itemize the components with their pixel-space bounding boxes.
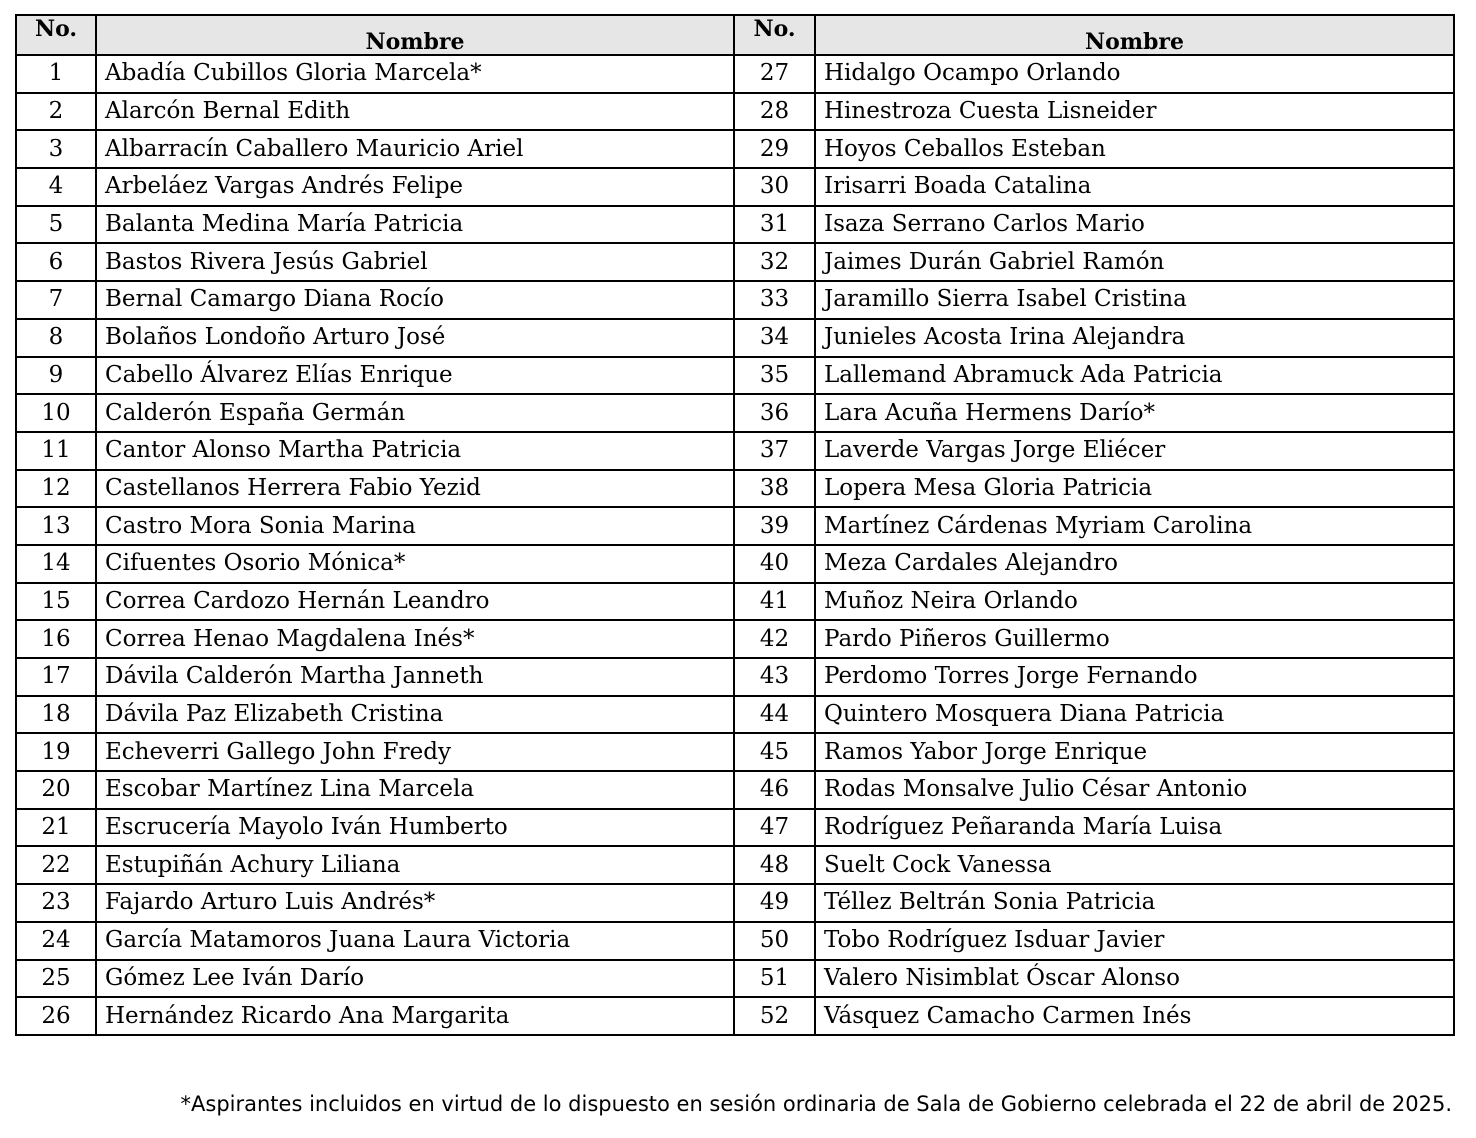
left-name-cell: Bernal Camargo Diana Rocío [96,281,734,319]
left-number-cell: 6 [16,243,96,281]
left-number-cell: 9 [16,357,96,395]
table-row [16,922,1454,960]
right-number-cell: 39 [734,507,815,545]
table-row [16,733,1454,771]
table-row [16,997,1454,1035]
left-name-cell: Correa Cardozo Hernán Leandro [96,583,734,621]
right-number-cell: 33 [734,281,815,319]
left-number-cell: 23 [16,884,96,922]
right-number-cell: 42 [734,620,815,658]
table-row [16,281,1454,319]
table-row [16,319,1454,357]
table-body [16,55,1454,1035]
table-row [16,960,1454,998]
left-name-cell: Albarracín Caballero Mauricio Ariel [96,130,734,168]
left-number-cell: 18 [16,696,96,734]
right-number-cell: 46 [734,771,815,809]
left-number-cell: 10 [16,394,96,432]
right-name-cell: Rodas Monsalve Julio César Antonio [815,771,1454,809]
right-name-cell: Valero Nisimblat Óscar Alonso [815,960,1454,998]
left-number-cell: 15 [16,583,96,621]
left-number-cell: 14 [16,545,96,583]
left-number-cell: 8 [16,319,96,357]
table-row [16,394,1454,432]
right-name-cell: Pardo Piñeros Guillermo [815,620,1454,658]
right-name-cell: Vásquez Camacho Carmen Inés [815,997,1454,1035]
right-number-cell: 51 [734,960,815,998]
table-row [16,884,1454,922]
right-number-cell: 31 [734,206,815,244]
table-row [16,696,1454,734]
left-number-cell: 16 [16,620,96,658]
right-name-cell: Tobo Rodríguez Isduar Javier [815,922,1454,960]
left-number-cell: 7 [16,281,96,319]
right-number-cell: 49 [734,884,815,922]
right-name-cell: Rodríguez Peñaranda María Luisa [815,809,1454,847]
left-number-cell: 25 [16,960,96,998]
right-name-cell: Muñoz Neira Orlando [815,583,1454,621]
header-row [16,15,1454,55]
right-name-cell: Quintero Mosquera Diana Patricia [815,696,1454,734]
left-name-cell: Calderón España Germán [96,394,734,432]
table-row [16,357,1454,395]
table-row [16,583,1454,621]
right-number-cell: 52 [734,997,815,1035]
table-row [16,432,1454,470]
left-number-cell: 21 [16,809,96,847]
header-name-right: Nombre [815,15,1454,55]
right-name-cell: Perdomo Torres Jorge Fernando [815,658,1454,696]
right-number-cell: 32 [734,243,815,281]
right-name-cell: Jaramillo Sierra Isabel Cristina [815,281,1454,319]
left-name-cell: Echeverri Gallego John Fredy [96,733,734,771]
left-name-cell: Gómez Lee Iván Darío [96,960,734,998]
table-row [16,93,1454,131]
left-number-cell: 4 [16,168,96,206]
right-number-cell: 34 [734,319,815,357]
right-number-cell: 28 [734,93,815,131]
right-name-cell: Hoyos Ceballos Esteban [815,130,1454,168]
right-name-cell: Lopera Mesa Gloria Patricia [815,470,1454,508]
right-name-cell: Hinestroza Cuesta Lisneider [815,93,1454,131]
right-number-cell: 43 [734,658,815,696]
left-number-cell: 12 [16,470,96,508]
left-number-cell: 19 [16,733,96,771]
left-number-cell: 26 [16,997,96,1035]
header-no-right: No. [734,15,815,55]
right-number-cell: 36 [734,394,815,432]
left-name-cell: Escrucería Mayolo Iván Humberto [96,809,734,847]
left-name-cell: Cantor Alonso Martha Patricia [96,432,734,470]
table-row [16,545,1454,583]
left-number-cell: 17 [16,658,96,696]
left-name-cell: Dávila Calderón Martha Janneth [96,658,734,696]
right-number-cell: 45 [734,733,815,771]
right-number-cell: 40 [734,545,815,583]
table-row [16,809,1454,847]
left-number-cell: 3 [16,130,96,168]
left-name-cell: Bastos Rivera Jesús Gabriel [96,243,734,281]
table-row [16,470,1454,508]
table-row [16,846,1454,884]
left-name-cell: Bolaños Londoño Arturo José [96,319,734,357]
table-row [16,206,1454,244]
right-name-cell: Meza Cardales Alejandro [815,545,1454,583]
left-name-cell: Cabello Álvarez Elías Enrique [96,357,734,395]
right-name-cell: Hidalgo Ocampo Orlando [815,55,1454,93]
left-name-cell: Escobar Martínez Lina Marcela [96,771,734,809]
header-name-left: Nombre [96,15,734,55]
right-name-cell: Suelt Cock Vanessa [815,846,1454,884]
right-number-cell: 27 [734,55,815,93]
left-number-cell: 11 [16,432,96,470]
left-name-cell: Abadía Cubillos Gloria Marcela* [96,55,734,93]
left-number-cell: 5 [16,206,96,244]
left-number-cell: 22 [16,846,96,884]
right-number-cell: 35 [734,357,815,395]
right-number-cell: 50 [734,922,815,960]
left-name-cell: Dávila Paz Elizabeth Cristina [96,696,734,734]
left-name-cell: Hernández Ricardo Ana Margarita [96,997,734,1035]
left-name-cell: Cifuentes Osorio Mónica* [96,545,734,583]
left-number-cell: 20 [16,771,96,809]
table-row [16,507,1454,545]
right-number-cell: 48 [734,846,815,884]
footnote: *Aspirantes incluidos en virtud de lo dispuesto en sesión ordinaria de Sala de Gobierno celebrada el 22 de abril de 2025. [180,1092,1452,1116]
left-number-cell: 2 [16,93,96,131]
right-number-cell: 29 [734,130,815,168]
header-no-left: No. [16,15,96,55]
right-name-cell: Junieles Acosta Irina Alejandra [815,319,1454,357]
table-row [16,243,1454,281]
right-number-cell: 30 [734,168,815,206]
table-row [16,168,1454,206]
left-name-cell: Fajardo Arturo Luis Andrés* [96,884,734,922]
left-name-cell: Alarcón Bernal Edith [96,93,734,131]
left-name-cell: Arbeláez Vargas Andrés Felipe [96,168,734,206]
right-number-cell: 41 [734,583,815,621]
candidates-table [15,14,1455,1036]
left-name-cell: Estupiñán Achury Liliana [96,846,734,884]
right-name-cell: Jaimes Durán Gabriel Ramón [815,243,1454,281]
left-name-cell: Correa Henao Magdalena Inés* [96,620,734,658]
right-name-cell: Ramos Yabor Jorge Enrique [815,733,1454,771]
left-name-cell: Castro Mora Sonia Marina [96,507,734,545]
table-row [16,130,1454,168]
right-name-cell: Martínez Cárdenas Myriam Carolina [815,507,1454,545]
left-number-cell: 24 [16,922,96,960]
right-number-cell: 37 [734,432,815,470]
table-row [16,620,1454,658]
right-number-cell: 38 [734,470,815,508]
left-name-cell: García Matamoros Juana Laura Victoria [96,922,734,960]
right-number-cell: 44 [734,696,815,734]
left-number-cell: 1 [16,55,96,93]
left-name-cell: Castellanos Herrera Fabio Yezid [96,470,734,508]
table-row [16,771,1454,809]
table-row [16,55,1454,93]
left-number-cell: 13 [16,507,96,545]
right-name-cell: Lara Acuña Hermens Darío* [815,394,1454,432]
left-name-cell: Balanta Medina María Patricia [96,206,734,244]
right-name-cell: Isaza Serrano Carlos Mario [815,206,1454,244]
right-name-cell: Lallemand Abramuck Ada Patricia [815,357,1454,395]
right-number-cell: 47 [734,809,815,847]
table-row [16,658,1454,696]
right-name-cell: Laverde Vargas Jorge Eliécer [815,432,1454,470]
right-name-cell: Irisarri Boada Catalina [815,168,1454,206]
right-name-cell: Téllez Beltrán Sonia Patricia [815,884,1454,922]
